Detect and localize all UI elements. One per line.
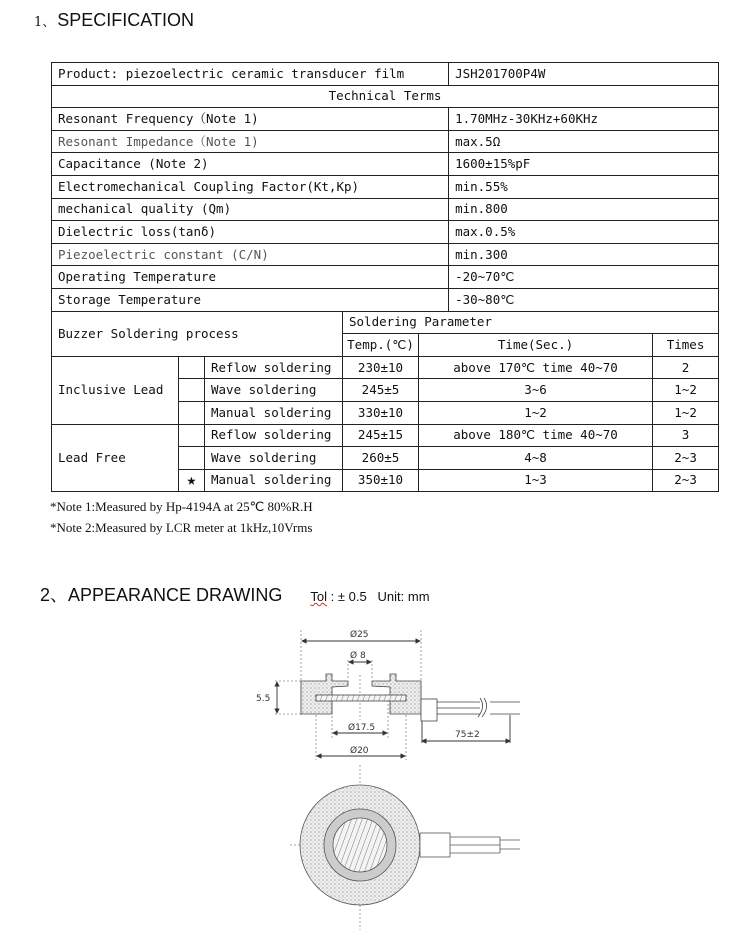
soldering-parameter-label: Soldering Parameter	[343, 311, 719, 334]
mark-cell	[179, 424, 205, 447]
spec-row	[52, 130, 719, 153]
soldering-time: 1~3	[419, 469, 653, 492]
note-2: *Note 2:Measured by LCR meter at 1kHz,10Vrms	[50, 520, 313, 535]
soldering-times: 3	[653, 424, 719, 447]
spec-name: Storage Temperature	[52, 288, 449, 311]
tol-label: Tol	[310, 589, 328, 604]
section-1-heading	[34, 10, 194, 31]
unit-label: Unit: mm	[377, 589, 430, 604]
product-code: JSH201700P4W	[449, 63, 719, 86]
spec-name: Piezoelectric constant (C/N)	[52, 243, 449, 266]
spec-name: Operating Temperature	[52, 266, 449, 289]
soldering-temp: 260±5	[343, 447, 419, 470]
spec-value: 1.70MHz-30KHz+60KHz	[449, 108, 719, 131]
soldering-method: Manual soldering	[205, 469, 343, 492]
soldering-temp: 230±10	[343, 356, 419, 379]
top-view	[300, 785, 520, 905]
soldering-row	[52, 356, 719, 379]
side-view	[301, 674, 520, 721]
product-label: Product: piezoelectric ceramic transducer film	[52, 63, 449, 86]
section-title: APPEARANCE DRAWING	[68, 585, 283, 605]
mark-cell	[179, 447, 205, 470]
mark-cell	[179, 356, 205, 379]
soldering-time: 3~6	[419, 379, 653, 402]
spec-row	[52, 221, 719, 244]
spec-name: Dielectric loss(tanδ)	[52, 221, 449, 244]
col-times-header: Times	[653, 334, 719, 357]
soldering-row	[52, 424, 719, 447]
group-name: Lead Free	[52, 424, 179, 492]
soldering-temp: 330±10	[343, 401, 419, 424]
spec-row	[52, 175, 719, 198]
spec-name: Capacitance (Note 2)	[52, 153, 449, 176]
mark-cell	[179, 379, 205, 402]
spec-name: Electromechanical Coupling Factor(Kt,Kp)	[52, 175, 449, 198]
soldering-method: Manual soldering	[205, 401, 343, 424]
spec-value: max.0.5%	[449, 221, 719, 244]
soldering-times: 2~3	[653, 469, 719, 492]
dim-hole-diameter: Ø 8	[350, 651, 366, 661]
mark-cell	[179, 401, 205, 424]
spec-name: Resonant Impedance（Note 1)	[52, 130, 449, 153]
spec-value: -30~80℃	[449, 288, 719, 311]
spec-row	[52, 198, 719, 221]
spec-table	[51, 62, 719, 492]
dim-height: 5.5	[256, 694, 271, 704]
soldering-process-label: Buzzer Soldering process	[52, 311, 343, 356]
dim-base-diameter: Ø20	[350, 746, 369, 756]
tol-value: : ± 0.5	[330, 589, 367, 604]
soldering-times: 2	[653, 356, 719, 379]
col-time-header: Time(Sec.)	[419, 334, 653, 357]
soldering-method: Wave soldering	[205, 379, 343, 402]
section-number: 2、	[40, 585, 69, 605]
soldering-method: Wave soldering	[205, 447, 343, 470]
section-title: SPECIFICATION	[57, 10, 194, 30]
spec-row	[52, 153, 719, 176]
dim-outer-diameter: Ø25	[350, 630, 369, 640]
spec-name: Resonant Frequency（Note 1)	[52, 108, 449, 131]
spec-value: min.55%	[449, 175, 719, 198]
spec-row	[52, 243, 719, 266]
spec-row	[52, 266, 719, 289]
spec-name: mechanical quality (Qm)	[52, 198, 449, 221]
soldering-times: 2~3	[653, 447, 719, 470]
section-number: 1、	[34, 15, 56, 30]
soldering-times: 1~2	[653, 379, 719, 402]
spec-row	[52, 288, 719, 311]
group-name: Inclusive Lead	[52, 356, 179, 424]
dim-lead-length: 75±2	[455, 730, 480, 740]
soldering-method: Reflow soldering	[205, 356, 343, 379]
spec-value: min.800	[449, 198, 719, 221]
spec-value: 1600±15%pF	[449, 153, 719, 176]
notes	[50, 496, 313, 538]
col-temp-header: Temp.(℃)	[343, 334, 419, 357]
soldering-time: 1~2	[419, 401, 653, 424]
star-icon: ★	[179, 469, 205, 492]
soldering-temp: 245±15	[343, 424, 419, 447]
note-1: *Note 1:Measured by Hp-4194A at 25℃ 80%R.H	[50, 499, 313, 514]
soldering-time: above 170℃ time 40~70	[419, 356, 653, 379]
spec-value: max.5Ω	[449, 130, 719, 153]
soldering-times: 1~2	[653, 401, 719, 424]
product-row	[52, 63, 719, 86]
spec-value: -20~70℃	[449, 266, 719, 289]
spec-row	[52, 108, 719, 131]
soldering-time: 4~8	[419, 447, 653, 470]
technical-terms-heading: Technical Terms	[52, 85, 719, 108]
soldering-method: Reflow soldering	[205, 424, 343, 447]
soldering-temp: 245±5	[343, 379, 419, 402]
section-2-heading	[40, 581, 430, 607]
tolerance-note	[310, 589, 429, 604]
soldering-temp: 350±10	[343, 469, 419, 492]
spec-value: min.300	[449, 243, 719, 266]
appearance-drawing	[250, 615, 540, 940]
dim-disc-diameter: Ø17.5	[348, 723, 376, 733]
soldering-time: above 180℃ time 40~70	[419, 424, 653, 447]
